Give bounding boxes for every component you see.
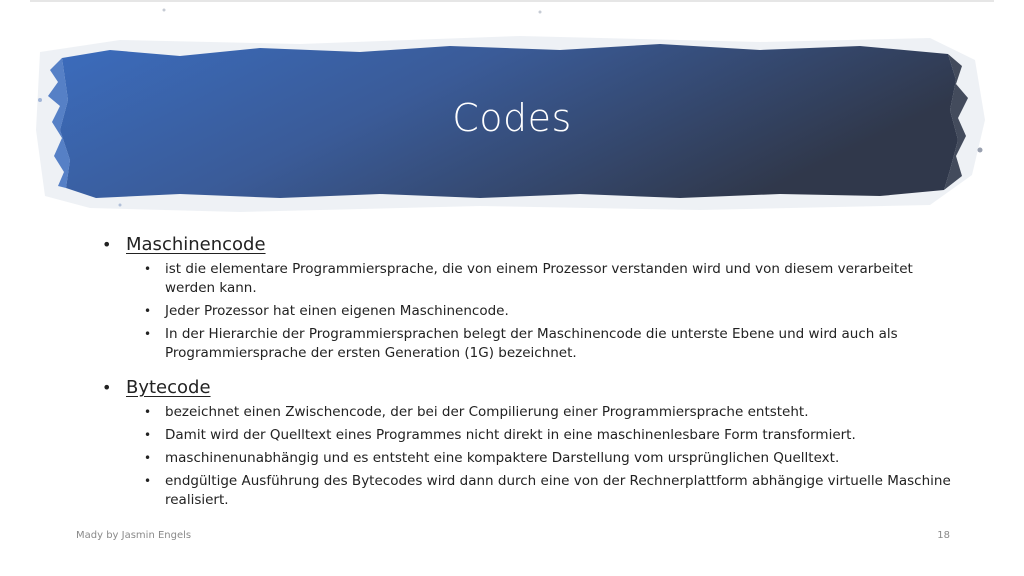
slide-body xyxy=(96,232,956,522)
bullet-icon: • xyxy=(144,327,152,341)
list-item xyxy=(96,426,956,445)
bullet-icon: • xyxy=(144,451,152,465)
footer-author: Mady by Jasmin Engels xyxy=(76,530,192,541)
section-heading-label: Maschinencode xyxy=(126,234,266,255)
list-item-text: ist die elementare Programmiersprache, die von einem Prozessor verstanden wird und von diesem verarbeitet werden kann. xyxy=(165,261,913,296)
bullet-icon: • xyxy=(144,428,152,442)
list-item xyxy=(96,325,956,363)
section-heading xyxy=(96,375,956,401)
bullet-list xyxy=(96,260,956,363)
list-item-text: endgültige Ausführung des Bytecodes wird dann durch eine von der Rechnerplattform abhängige virtuelle Maschine realisiert. xyxy=(165,473,951,508)
list-item-text: In der Hierarchie der Programmiersprachen belegt der Maschinencode die unterste Ebene und wird auch als Programmiersprache der ersten Generation (1G) bezeichnet. xyxy=(165,326,898,361)
bullet-icon: • xyxy=(102,378,112,397)
list-item xyxy=(96,472,956,510)
bullet-icon: • xyxy=(144,405,152,419)
list-item xyxy=(96,260,956,298)
list-item xyxy=(96,449,956,468)
bullet-icon: • xyxy=(144,262,152,276)
list-item-text: Jeder Prozessor hat einen eigenen Maschinencode. xyxy=(165,303,509,319)
section-heading xyxy=(96,232,956,258)
section-heading-label: Bytecode xyxy=(126,377,211,398)
page-number: 18 xyxy=(937,530,950,541)
list-item xyxy=(96,302,956,321)
bullet-icon: • xyxy=(144,304,152,318)
bullet-icon: • xyxy=(144,474,152,488)
section-maschinencode xyxy=(96,232,956,363)
list-item-text: Damit wird der Quelltext eines Programmes nicht direkt in eine maschinenlesbare Form transformiert. xyxy=(165,427,856,443)
slide-title: Codes xyxy=(452,96,572,140)
section-bytecode xyxy=(96,375,956,510)
list-item-text: bezeichnet einen Zwischencode, der bei der Compilierung einer Programmiersprache entsteht. xyxy=(165,404,809,420)
bullet-icon: • xyxy=(102,235,112,254)
list-item xyxy=(96,403,956,422)
list-item-text: maschinenunabhängig und es entsteht eine kompaktere Darstellung vom ursprünglichen Quelltext. xyxy=(165,450,840,466)
bullet-list xyxy=(96,403,956,510)
